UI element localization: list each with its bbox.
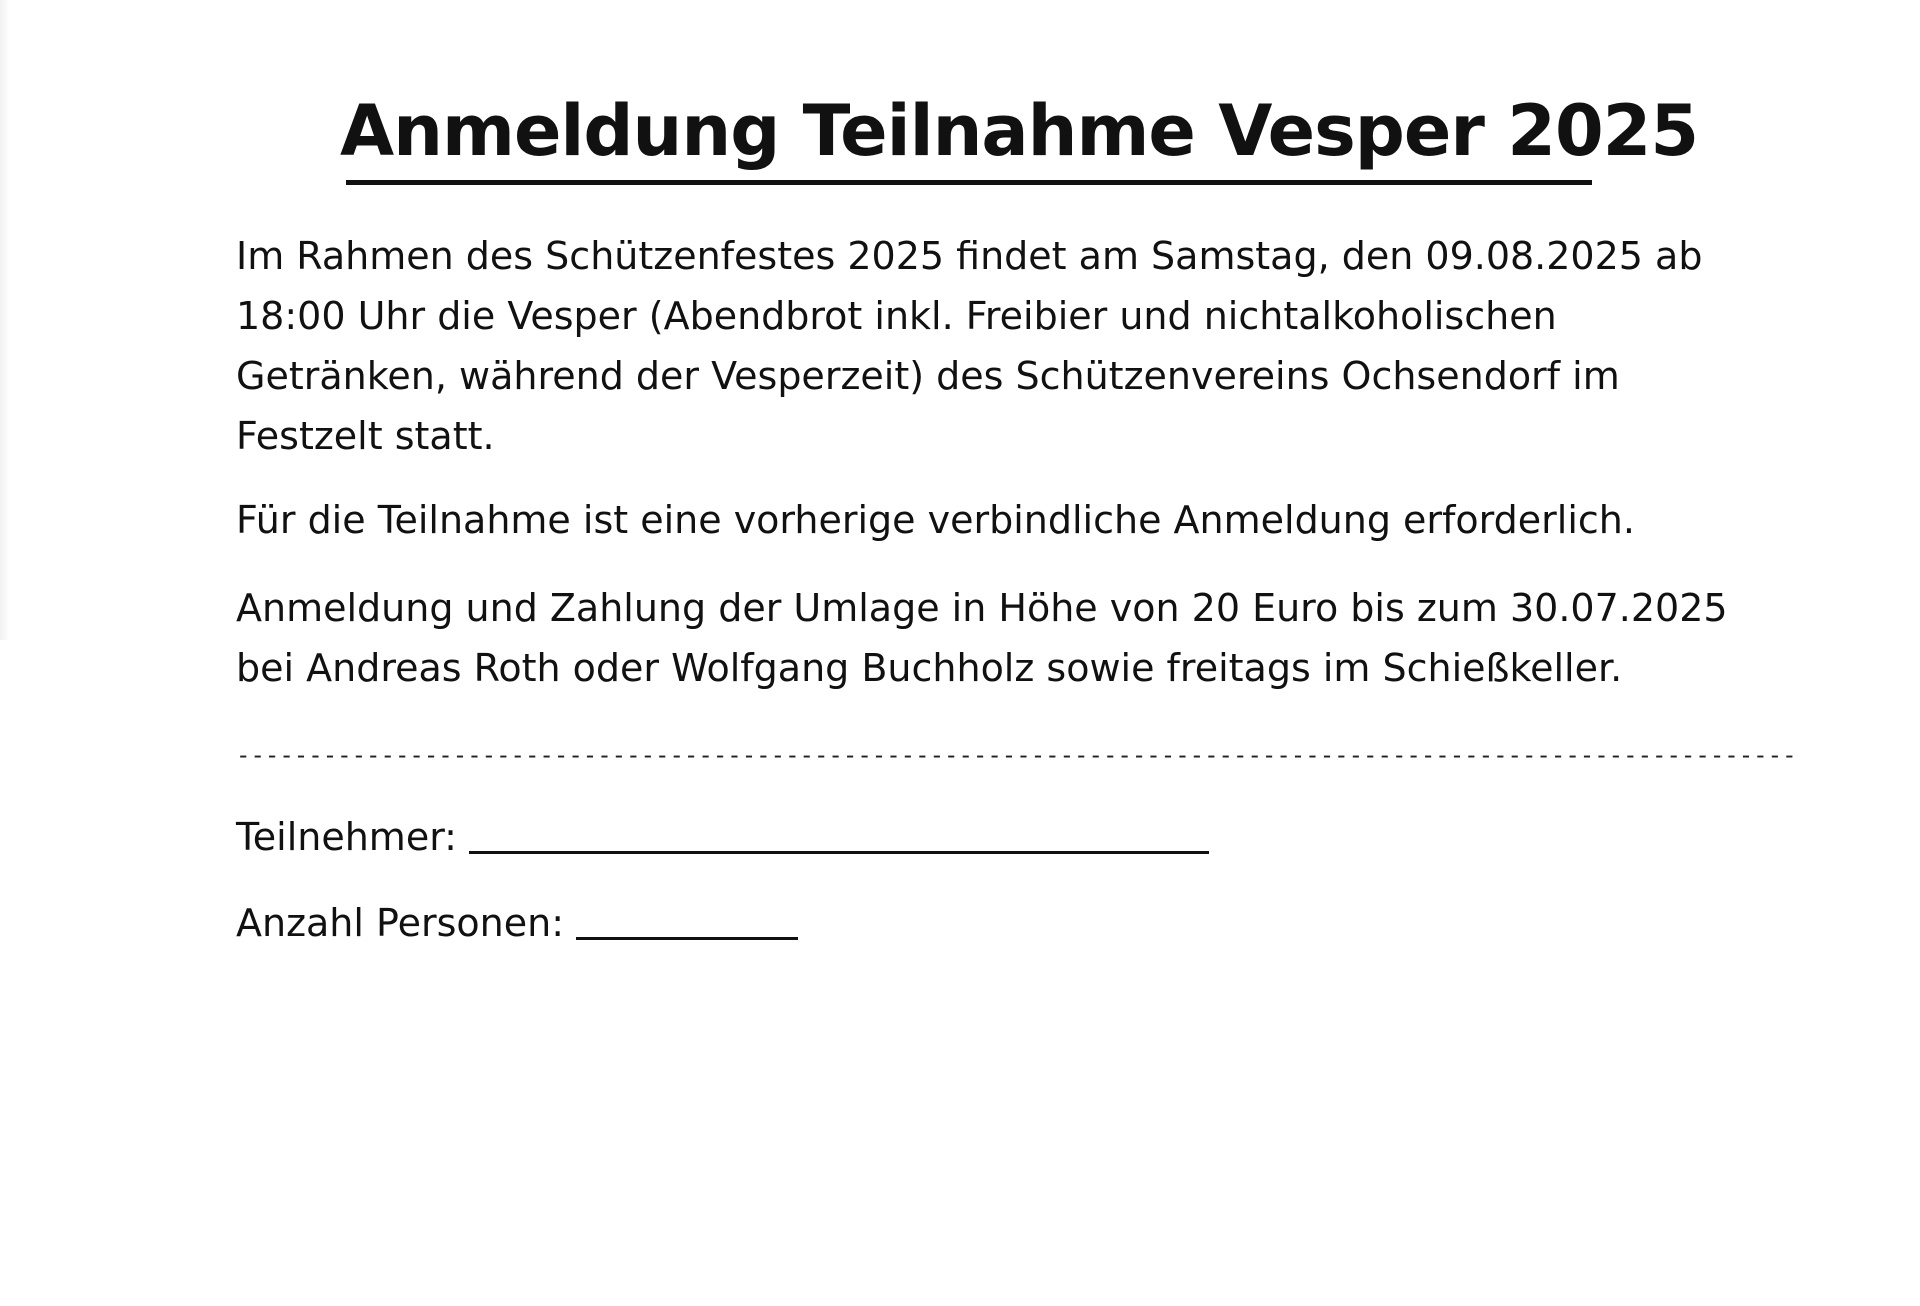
title-underline [346, 180, 1592, 185]
payment-line: bei Andreas Roth oder Wolfgang Buchholz sowie freitags im Schießkeller. [236, 646, 1623, 690]
intro-line: Festzelt statt. [236, 414, 495, 458]
requirement-paragraph: Für die Teilnahme ist eine vorherige verbindliche Anmeldung erforderlich. [236, 498, 1635, 542]
participant-label: Teilnehmer: [236, 815, 457, 859]
intro-line: 18:00 Uhr die Vesper (Abendbrot inkl. Freibier und nichtalkoholischen [236, 294, 1557, 338]
intro-paragraph [236, 226, 1702, 466]
intro-line: Im Rahmen des Schützenfestes 2025 findet am Samstag, den 09.08.2025 ab [236, 234, 1703, 278]
dashed-separator: ------------------------------------------------------------------------------------------------------------ [236, 741, 1797, 769]
participant-field-row [236, 812, 1209, 862]
payment-line: Anmeldung und Zahlung der Umlage in Höhe von 20 Euro bis zum 30.07.2025 [236, 586, 1728, 630]
participant-blank-line [469, 851, 1209, 854]
persons-blank-line [576, 937, 798, 940]
document-title: Anmeldung Teilnahme Vesper 2025 [340, 90, 1699, 172]
persons-field-row [236, 898, 798, 948]
payment-paragraph [236, 578, 1728, 698]
persons-label: Anzahl Personen: [236, 901, 564, 945]
scan-edge-shadow [0, 0, 10, 640]
intro-line: Getränken, während der Vesperzeit) des Schützenvereins Ochsendorf im [236, 354, 1620, 398]
